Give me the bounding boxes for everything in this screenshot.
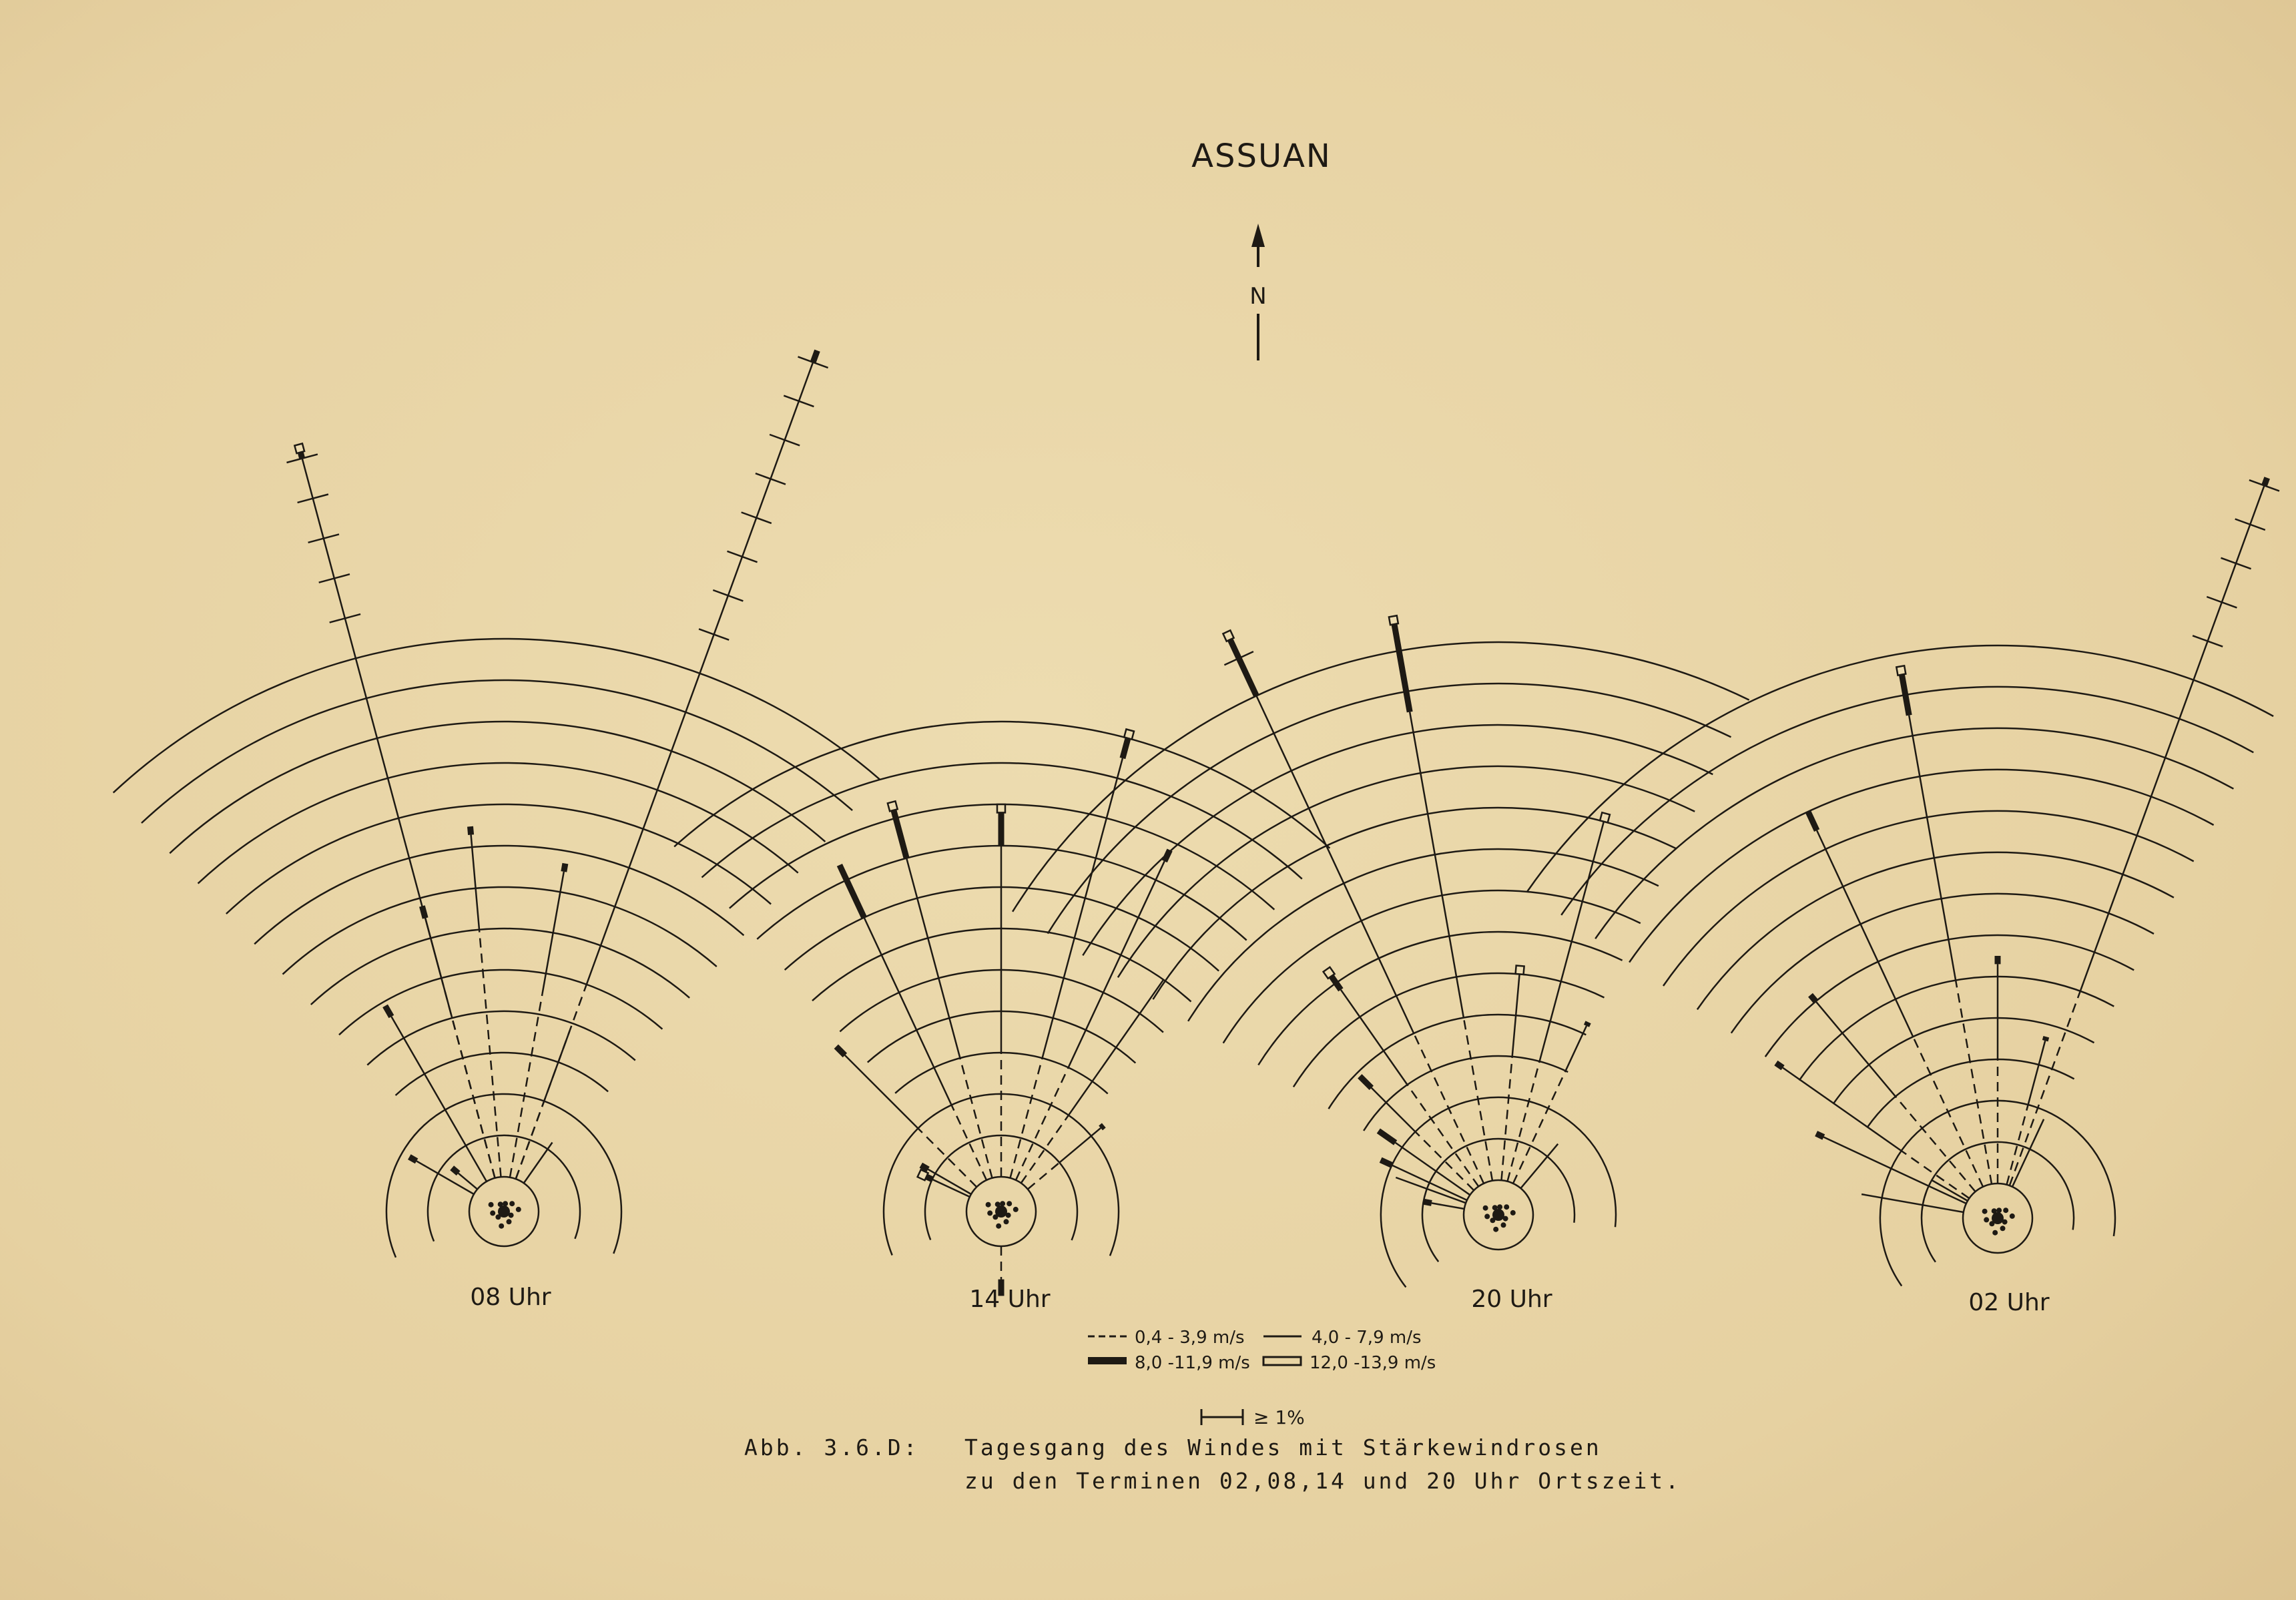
spoke-segment-dashed: [1011, 1058, 1043, 1178]
rose-label-02: 02 Uhr: [1968, 1289, 2050, 1316]
wind-rose-02: [1527, 478, 2279, 1286]
frequency-tick: [756, 473, 786, 484]
frequency-arc: [1833, 1018, 2094, 1104]
legend-item-solid: [1263, 1328, 1422, 1348]
calm-mark: [1984, 1217, 1989, 1222]
spoke-segment-dashed: [1464, 1018, 1492, 1181]
calm-mark: [2002, 1220, 2008, 1225]
spoke-segment-solid: [302, 459, 442, 979]
frequency-arc: [386, 1094, 621, 1258]
calm-mark: [1989, 1221, 1994, 1226]
spoke-segment-thick: [840, 865, 864, 918]
svg-text:12,0 -13,9 m/s: 12,0 -13,9 m/s: [1310, 1353, 1436, 1373]
calm-mark: [992, 1214, 998, 1220]
spoke-segment-solid: [1817, 830, 1913, 1037]
frequency-arc: [113, 639, 880, 793]
spoke-segment-solid: [928, 1169, 972, 1194]
frequency-arc: [1258, 932, 1622, 1065]
spoke-segment-thick: [1123, 738, 1128, 758]
spoke-segment-thick: [1378, 1131, 1395, 1143]
calm-mark: [1501, 1222, 1506, 1228]
scale-label: ≥ 1%: [1253, 1406, 1305, 1428]
svg-text:4,0 - 7,9 m/s: 4,0 - 7,9 m/s: [1312, 1328, 1422, 1348]
scale-bar: [1201, 1406, 1305, 1428]
frequency-arc: [1381, 1097, 1616, 1288]
spoke-segment-solid: [1816, 1001, 1896, 1097]
frequency-arc: [1153, 808, 1677, 999]
frequency-tick: [713, 590, 743, 601]
spoke-segment-solid: [1566, 1026, 1587, 1071]
spoke-segment-thick: [1816, 1133, 1823, 1137]
spoke-segment-dashed: [452, 1018, 495, 1178]
spoke-segment-solid: [1861, 1194, 1964, 1212]
calm-mark: [1004, 1219, 1009, 1224]
spoke-segment-open: [1516, 966, 1524, 975]
spoke-segment-thick: [1101, 1125, 1104, 1128]
calm-mark: [495, 1214, 501, 1220]
spoke-segment-open: [294, 443, 304, 453]
spoke-segment-solid: [544, 1031, 569, 1101]
spoke-segment-thick: [385, 1006, 391, 1017]
spoke-segment-thick: [1230, 639, 1256, 696]
calm-mark: [2003, 1208, 2008, 1213]
calm-mark: [1497, 1204, 1502, 1210]
spoke-segment-solid: [416, 1161, 474, 1194]
spoke-segment-solid: [1341, 990, 1408, 1085]
frequency-arc: [1422, 1139, 1574, 1262]
spoke-segment-open: [1389, 615, 1398, 625]
calm-mark: [1007, 1201, 1012, 1206]
calm-mark: [1996, 1208, 2002, 1213]
frequency-arc: [283, 887, 717, 975]
spoke-segment-thick: [1811, 995, 1816, 1002]
spoke-segment-thick: [921, 1165, 928, 1169]
calm-mark: [1000, 1201, 1005, 1206]
spoke-segment-solid: [2080, 485, 2265, 991]
calm-mark: [2000, 1226, 2006, 1231]
calm-mark: [503, 1201, 508, 1206]
spoke-segment-solid: [1410, 712, 1464, 1018]
calm-mark: [1492, 1205, 1498, 1210]
figure-number: Abb. 3.6.D:: [744, 1434, 920, 1460]
calm-mark: [507, 1219, 512, 1224]
calm-mark: [1484, 1214, 1490, 1219]
frequency-arc: [311, 928, 689, 1005]
spoke-segment-solid: [1909, 716, 1956, 981]
spoke-segment-solid: [1540, 822, 1604, 1061]
calm-mark: [1013, 1207, 1019, 1212]
spoke-segment-solid: [425, 918, 452, 1019]
calm-mark: [1982, 1209, 1988, 1214]
frequency-arc: [925, 1135, 1077, 1240]
frequency-arc: [141, 680, 852, 823]
spoke-segment-thick: [813, 350, 817, 362]
calm-mark: [498, 1202, 503, 1207]
spoke-segment-thick: [422, 906, 425, 918]
frequency-arc: [1083, 725, 1713, 955]
frequency-arc: [1013, 642, 1749, 912]
frequency-tick: [2221, 558, 2251, 569]
legend-item-open: [1263, 1353, 1436, 1373]
spoke-segment-solid: [2012, 1119, 2044, 1187]
frequency-tick: [2235, 519, 2265, 530]
legend: [1088, 1328, 1436, 1428]
spoke-segment-dashed: [1956, 981, 1992, 1184]
spoke-segment-solid: [1043, 758, 1123, 1058]
calm-mark: [1992, 1230, 1998, 1236]
frequency-arc: [226, 804, 771, 914]
legend-item-thick: [1088, 1353, 1250, 1373]
spoke-segment-dashed: [2010, 991, 2080, 1185]
calm-mark: [509, 1201, 515, 1206]
legend-item-dashed: [1088, 1328, 1245, 1348]
svg-text:0,4 - 3,9 m/s: 0,4 - 3,9 m/s: [1135, 1328, 1245, 1348]
calm-mark: [986, 1202, 991, 1208]
spoke-segment-dashed: [1508, 1061, 1540, 1181]
rose-label-14: 14 Uhr: [969, 1286, 1051, 1313]
spoke-segment-thick: [409, 1157, 416, 1161]
spoke-segment-thick: [564, 864, 565, 872]
wind-rose-08: [113, 350, 880, 1258]
spoke-segment-solid: [1069, 980, 1163, 1115]
frequency-tick: [784, 396, 814, 407]
spoke-segment-thick: [1902, 675, 1909, 716]
spoke-segment-dashed: [1913, 1037, 1983, 1187]
frequency-tick: [2193, 635, 2223, 646]
calm-mark: [509, 1213, 514, 1218]
frequency-arc: [170, 722, 825, 853]
wind-rose-14: [674, 722, 1330, 1296]
spoke-segment-thick: [1381, 1160, 1392, 1165]
caption-line-1: Tagesgang des Windes mit Stärkewindrosen: [964, 1434, 1602, 1460]
spoke-segment-thick: [1394, 622, 1410, 712]
frequency-tick: [2207, 597, 2237, 607]
frequency-tick: [728, 551, 758, 562]
frequency-arc: [895, 1053, 1108, 1093]
frequency-arc: [396, 1053, 609, 1095]
calm-mark: [490, 1210, 495, 1216]
spoke-segment-solid: [864, 918, 952, 1105]
spoke-segment-solid: [1432, 1203, 1464, 1209]
spoke-segment-solid: [1783, 1068, 1902, 1151]
frequency-tick: [742, 513, 772, 523]
frequency-arc: [1223, 890, 1641, 1043]
spoke-segment-open: [1896, 665, 1906, 675]
calm-mark: [996, 1224, 1001, 1229]
calm-mark: [987, 1210, 992, 1216]
calm-mark: [516, 1207, 521, 1212]
calm-mark: [1490, 1218, 1495, 1223]
rose-label-08: 08 Uhr: [470, 1284, 551, 1311]
diagram-title: ASSUAN: [1191, 138, 1332, 175]
spoke-segment-solid: [1069, 861, 1165, 1067]
rose-label-20: 20 Uhr: [1471, 1286, 1552, 1313]
spoke-segment-open: [997, 804, 1005, 812]
spoke-segment-thick: [1332, 977, 1341, 990]
calm-mark: [1510, 1210, 1516, 1216]
spoke-segment-solid: [524, 1143, 553, 1183]
spoke-segment-solid: [906, 858, 960, 1058]
spoke-segment-dashed: [1502, 1057, 1512, 1180]
spoke-segment-thick: [2045, 1037, 2046, 1041]
spoke-segment-thick: [836, 1047, 845, 1055]
north-label: N: [1249, 283, 1267, 310]
frequency-arc: [367, 1011, 635, 1065]
calm-mark: [1504, 1204, 1509, 1210]
spoke-segment-dashed: [960, 1058, 992, 1178]
calm-mark: [1992, 1208, 1997, 1214]
frequency-arc: [339, 970, 662, 1035]
spoke-segment-thick: [452, 1168, 459, 1173]
spoke-segment-open: [888, 801, 898, 811]
calm-mark: [1493, 1227, 1498, 1232]
spoke-segment-thick: [1424, 1202, 1432, 1203]
svg-text:8,0 -11,9 m/s: 8,0 -11,9 m/s: [1135, 1353, 1250, 1373]
spoke-segment-solid: [1372, 1088, 1416, 1132]
calm-mark: [1006, 1213, 1011, 1218]
spoke-segment-solid: [587, 362, 813, 985]
spoke-segment-thick: [1587, 1022, 1589, 1026]
calm-mark: [499, 1224, 504, 1229]
calm-mark: [489, 1202, 494, 1208]
spoke-segment-solid: [471, 835, 479, 930]
caption-line-2: zu den Terminen 02,08,14 und 20 Uhr Ortszeit.: [964, 1468, 1682, 1494]
spoke-segment-thick: [1360, 1076, 1372, 1088]
calm-mark: [995, 1202, 1000, 1207]
spoke-segment-thick: [1808, 812, 1817, 830]
spoke-segment-thick: [1776, 1063, 1783, 1068]
calm-mark: [1483, 1206, 1488, 1211]
frequency-tick: [770, 435, 800, 445]
spoke-segment-open: [1600, 812, 1610, 822]
spoke-segment-solid: [1059, 1128, 1101, 1163]
spoke-segment-solid: [1392, 1165, 1467, 1200]
calm-mark: [1503, 1216, 1508, 1222]
spoke-segment-open: [1124, 729, 1134, 739]
spoke-segment-thick: [2265, 478, 2267, 486]
frequency-tick: [699, 629, 729, 639]
spoke-segment-solid: [845, 1055, 918, 1129]
calm-mark: [2010, 1214, 2015, 1219]
